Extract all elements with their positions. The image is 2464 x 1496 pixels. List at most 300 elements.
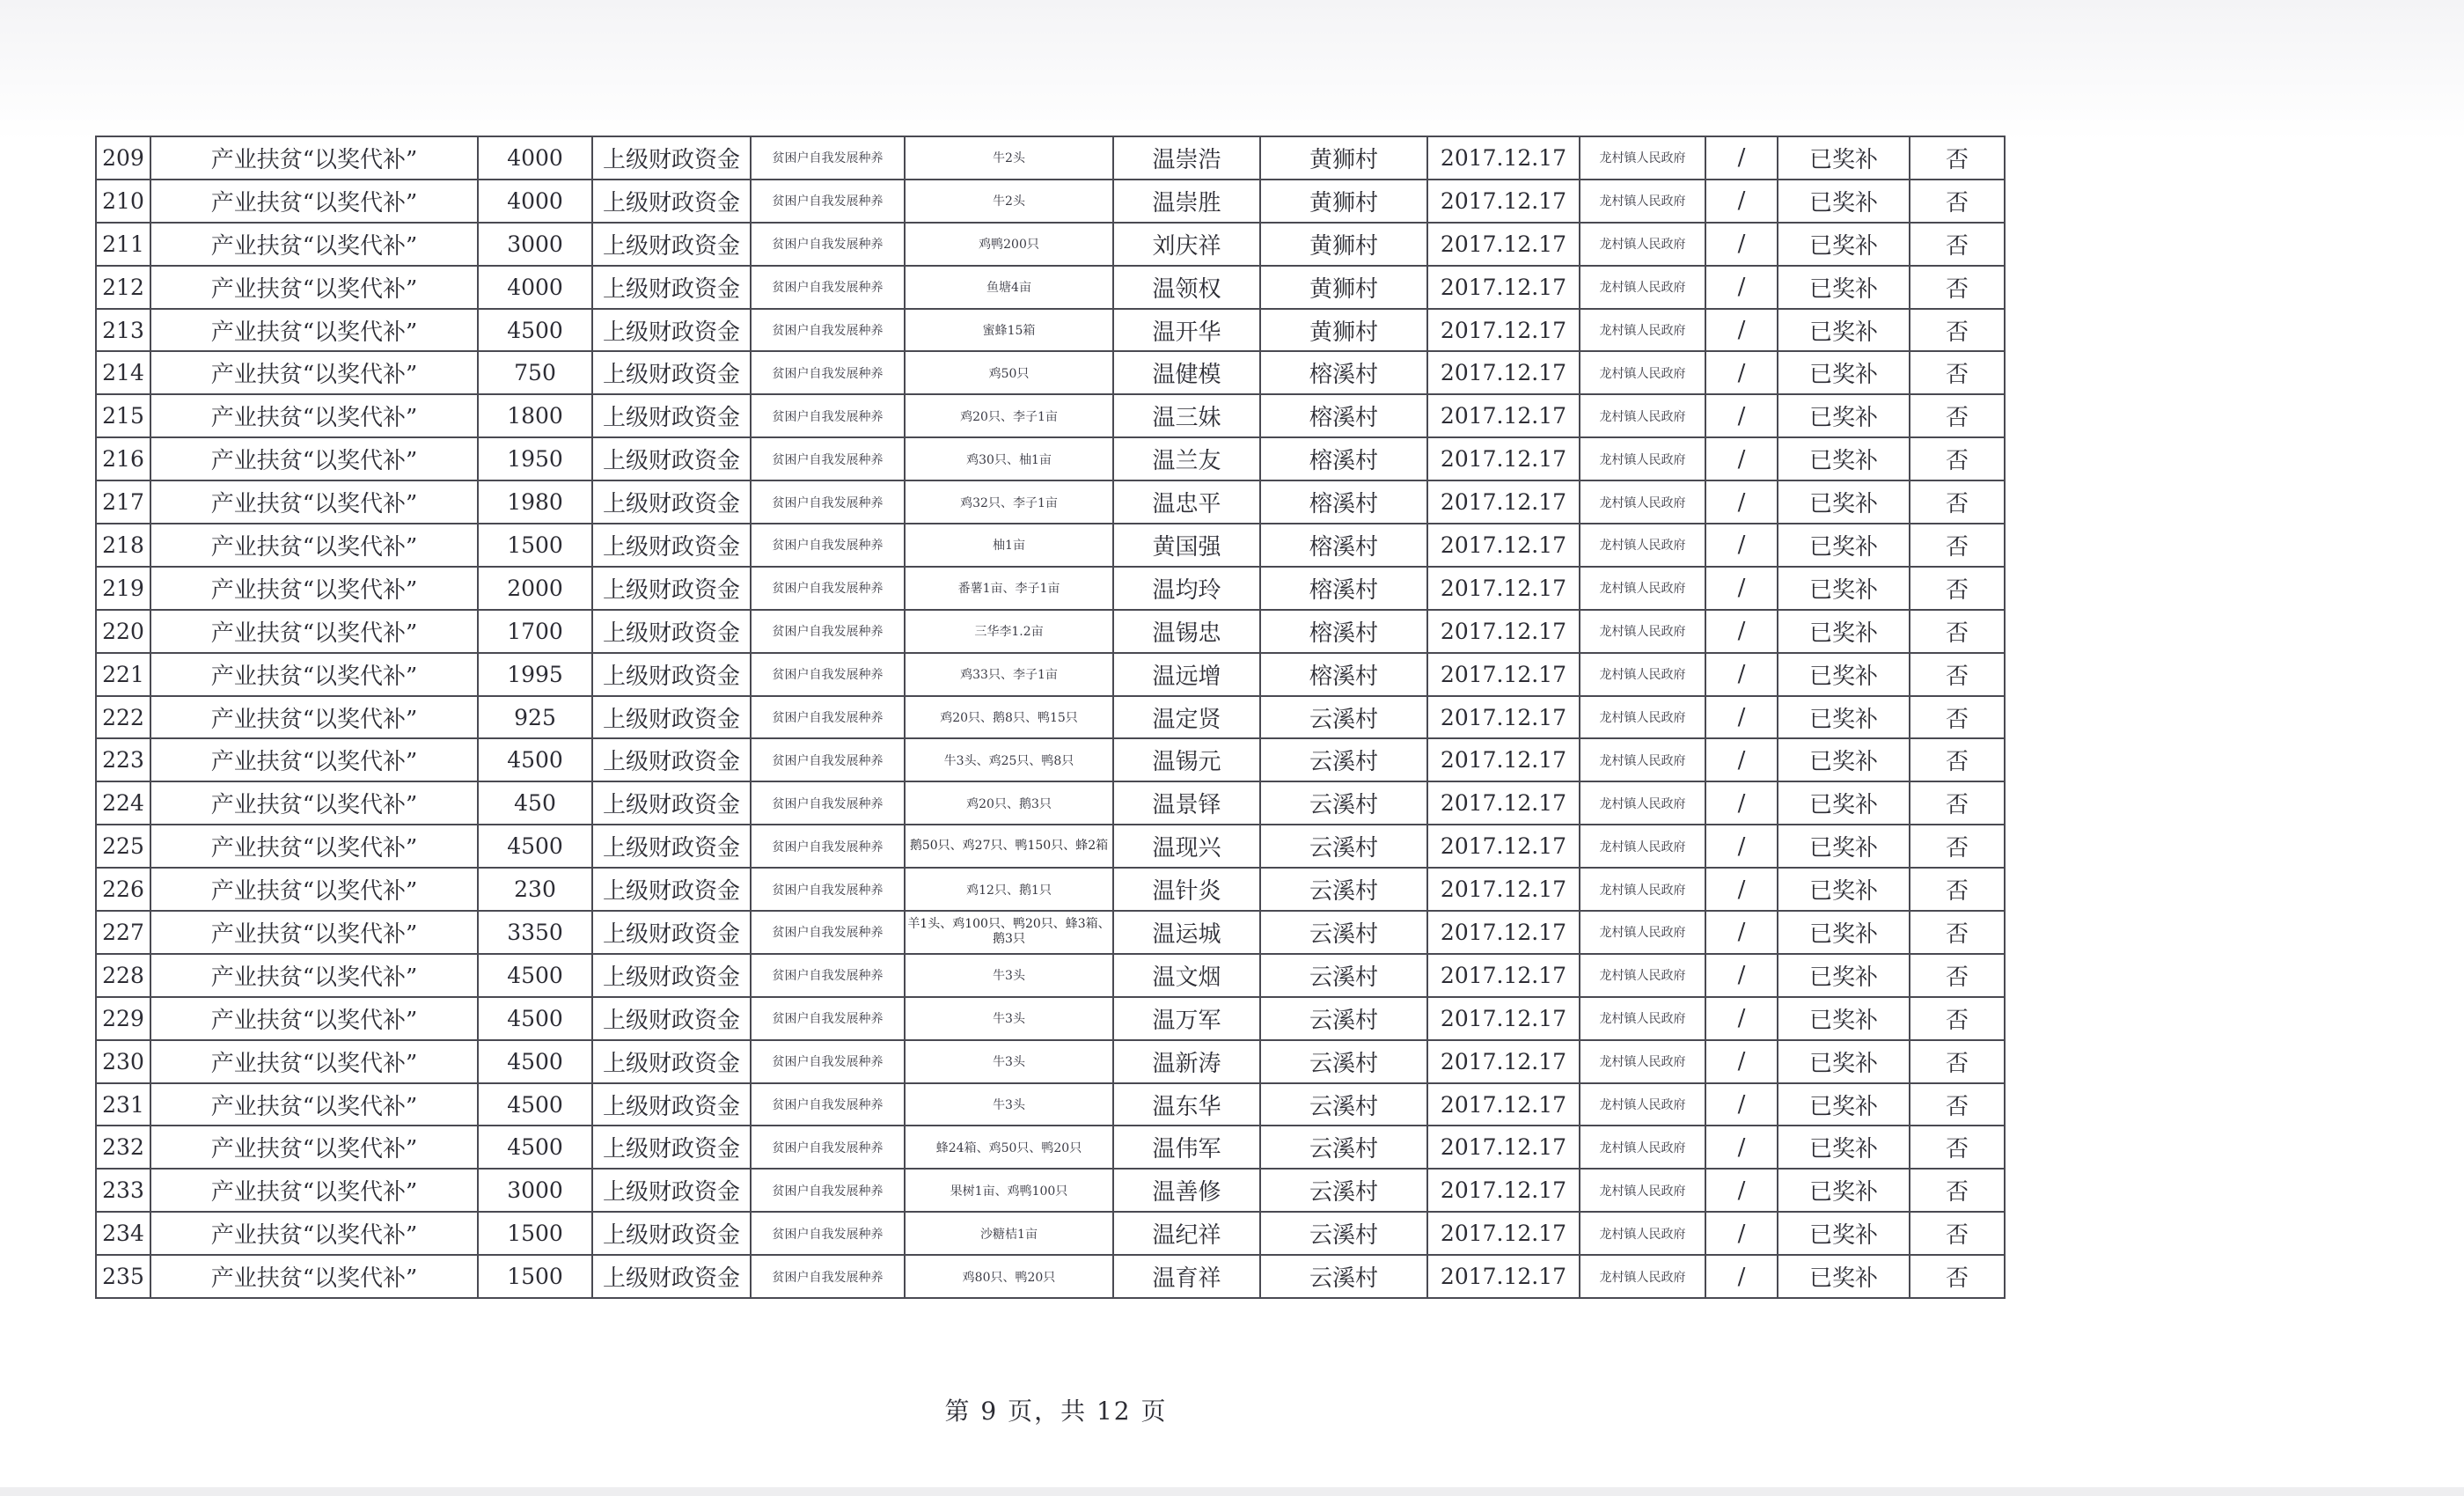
amount-cell: 1980 — [478, 480, 592, 524]
fund-source-cell: 上级财政资金 — [592, 266, 751, 309]
row-number-cell: 210 — [96, 180, 150, 223]
content-cell: 鸡50只 — [905, 351, 1113, 394]
row-number-cell: 224 — [96, 781, 150, 825]
content-cell: 羊1头、鸡100只、鸭20只、蜂3箱、鹅3只 — [905, 911, 1113, 954]
unit-cell: 龙村镇人民政府 — [1580, 610, 1705, 653]
unit-cell: 龙村镇人民政府 — [1580, 437, 1705, 480]
content-cell: 蜂24箱、鸡50只、鸭20只 — [905, 1126, 1113, 1169]
content-cell: 鸡20只、李子1亩 — [905, 394, 1113, 437]
date-cell: 2017.12.17 — [1427, 868, 1580, 911]
content-cell: 三华李1.2亩 — [905, 610, 1113, 653]
row-number-cell: 226 — [96, 868, 150, 911]
category-cell: 贫困户自我发展种养 — [751, 696, 905, 739]
row-number-cell: 230 — [96, 1040, 150, 1083]
slash-cell: / — [1705, 394, 1778, 437]
date-cell: 2017.12.17 — [1427, 309, 1580, 352]
fund-source-cell: 上级财政资金 — [592, 437, 751, 480]
fund-source-cell: 上级财政资金 — [592, 223, 751, 266]
table-row — [96, 911, 2005, 954]
content-cell: 鸡80只、鸭20只 — [905, 1255, 1113, 1298]
fund-source-cell: 上级财政资金 — [592, 911, 751, 954]
status-cell: 已奖补 — [1778, 524, 1910, 567]
village-cell: 云溪村 — [1260, 868, 1427, 911]
content-cell: 牛2头 — [905, 136, 1113, 180]
flag-cell: 否 — [1910, 394, 2005, 437]
row-number-cell: 218 — [96, 524, 150, 567]
content-cell: 牛3头 — [905, 954, 1113, 997]
project-name-cell: 产业扶贫“以奖代补” — [150, 437, 478, 480]
row-number-cell: 229 — [96, 997, 150, 1040]
amount-cell: 1700 — [478, 610, 592, 653]
row-number-cell: 214 — [96, 351, 150, 394]
status-cell: 已奖补 — [1778, 1126, 1910, 1169]
fund-source-cell: 上级财政资金 — [592, 1126, 751, 1169]
row-number-cell: 225 — [96, 825, 150, 868]
project-name-cell: 产业扶贫“以奖代补” — [150, 1169, 478, 1212]
content-cell: 蜜蜂15箱 — [905, 309, 1113, 352]
category-cell: 贫困户自我发展种养 — [751, 653, 905, 696]
slash-cell: / — [1705, 610, 1778, 653]
date-cell: 2017.12.17 — [1427, 266, 1580, 309]
scan-bottom-edge — [0, 1487, 2464, 1496]
flag-cell: 否 — [1910, 781, 2005, 825]
date-cell: 2017.12.17 — [1427, 136, 1580, 180]
content-cell: 番薯1亩、李子1亩 — [905, 567, 1113, 610]
slash-cell: / — [1705, 997, 1778, 1040]
row-number-cell: 215 — [96, 394, 150, 437]
project-name-cell: 产业扶贫“以奖代补” — [150, 653, 478, 696]
project-name-cell: 产业扶贫“以奖代补” — [150, 997, 478, 1040]
content-cell: 果树1亩、鸡鸭100只 — [905, 1169, 1113, 1212]
amount-cell: 1500 — [478, 1212, 592, 1255]
amount-cell: 1800 — [478, 394, 592, 437]
category-cell: 贫困户自我发展种养 — [751, 868, 905, 911]
amount-cell: 4500 — [478, 1040, 592, 1083]
table-row — [96, 1255, 2005, 1298]
status-cell: 已奖补 — [1778, 394, 1910, 437]
project-name-cell: 产业扶贫“以奖代补” — [150, 1126, 478, 1169]
fund-source-cell: 上级财政资金 — [592, 610, 751, 653]
flag-cell: 否 — [1910, 1169, 2005, 1212]
unit-cell: 龙村镇人民政府 — [1580, 1255, 1705, 1298]
fund-source-cell: 上级财政资金 — [592, 825, 751, 868]
slash-cell: / — [1705, 653, 1778, 696]
slash-cell: / — [1705, 1083, 1778, 1126]
fund-source-cell: 上级财政资金 — [592, 1169, 751, 1212]
status-cell: 已奖补 — [1778, 825, 1910, 868]
household-name-cell: 温文烟 — [1113, 954, 1260, 997]
fund-source-cell: 上级财政资金 — [592, 738, 751, 781]
date-cell: 2017.12.17 — [1427, 781, 1580, 825]
row-number-cell: 221 — [96, 653, 150, 696]
category-cell: 贫困户自我发展种养 — [751, 1255, 905, 1298]
household-name-cell: 温健模 — [1113, 351, 1260, 394]
content-cell: 鸡32只、李子1亩 — [905, 480, 1113, 524]
flag-cell: 否 — [1910, 437, 2005, 480]
table-row — [96, 997, 2005, 1040]
village-cell: 云溪村 — [1260, 1040, 1427, 1083]
flag-cell: 否 — [1910, 911, 2005, 954]
date-cell: 2017.12.17 — [1427, 696, 1580, 739]
status-cell: 已奖补 — [1778, 911, 1910, 954]
slash-cell: / — [1705, 437, 1778, 480]
household-name-cell: 温善修 — [1113, 1169, 1260, 1212]
content-cell: 牛3头 — [905, 1083, 1113, 1126]
amount-cell: 450 — [478, 781, 592, 825]
slash-cell: / — [1705, 1040, 1778, 1083]
village-cell: 云溪村 — [1260, 954, 1427, 997]
category-cell: 贫困户自我发展种养 — [751, 266, 905, 309]
household-name-cell: 温崇胜 — [1113, 180, 1260, 223]
household-name-cell: 温现兴 — [1113, 825, 1260, 868]
category-cell: 贫困户自我发展种养 — [751, 437, 905, 480]
flag-cell: 否 — [1910, 266, 2005, 309]
status-cell: 已奖补 — [1778, 1212, 1910, 1255]
fund-source-cell: 上级财政资金 — [592, 1040, 751, 1083]
flag-cell: 否 — [1910, 1212, 2005, 1255]
flag-cell: 否 — [1910, 524, 2005, 567]
status-cell: 已奖补 — [1778, 868, 1910, 911]
flag-cell: 否 — [1910, 567, 2005, 610]
unit-cell: 龙村镇人民政府 — [1580, 136, 1705, 180]
date-cell: 2017.12.17 — [1427, 351, 1580, 394]
amount-cell: 4500 — [478, 954, 592, 997]
flag-cell: 否 — [1910, 136, 2005, 180]
row-number-cell: 233 — [96, 1169, 150, 1212]
category-cell: 贫困户自我发展种养 — [751, 610, 905, 653]
village-cell: 云溪村 — [1260, 738, 1427, 781]
date-cell: 2017.12.17 — [1427, 480, 1580, 524]
village-cell: 榕溪村 — [1260, 524, 1427, 567]
village-cell: 榕溪村 — [1260, 351, 1427, 394]
project-name-cell: 产业扶贫“以奖代补” — [150, 136, 478, 180]
status-cell: 已奖补 — [1778, 1255, 1910, 1298]
amount-cell: 4500 — [478, 309, 592, 352]
category-cell: 贫困户自我发展种养 — [751, 309, 905, 352]
household-name-cell: 温东华 — [1113, 1083, 1260, 1126]
village-cell: 云溪村 — [1260, 1083, 1427, 1126]
table-row — [96, 437, 2005, 480]
row-number-cell: 213 — [96, 309, 150, 352]
slash-cell: / — [1705, 351, 1778, 394]
status-cell: 已奖补 — [1778, 351, 1910, 394]
household-name-cell: 温忠平 — [1113, 480, 1260, 524]
date-cell: 2017.12.17 — [1427, 653, 1580, 696]
date-cell: 2017.12.17 — [1427, 180, 1580, 223]
category-cell: 贫困户自我发展种养 — [751, 738, 905, 781]
project-name-cell: 产业扶贫“以奖代补” — [150, 266, 478, 309]
amount-cell: 4000 — [478, 266, 592, 309]
table-row — [96, 1126, 2005, 1169]
unit-cell: 龙村镇人民政府 — [1580, 567, 1705, 610]
table-row — [96, 180, 2005, 223]
content-cell: 鹅50只、鸡27只、鸭150只、蜂2箱 — [905, 825, 1113, 868]
funding-table-container — [95, 136, 2006, 1299]
row-number-cell: 217 — [96, 480, 150, 524]
table-row — [96, 738, 2005, 781]
table-row — [96, 696, 2005, 739]
household-name-cell: 温开华 — [1113, 309, 1260, 352]
project-name-cell: 产业扶贫“以奖代补” — [150, 480, 478, 524]
village-cell: 云溪村 — [1260, 696, 1427, 739]
row-number-cell: 209 — [96, 136, 150, 180]
slash-cell: / — [1705, 954, 1778, 997]
slash-cell: / — [1705, 524, 1778, 567]
row-number-cell: 220 — [96, 610, 150, 653]
row-number-cell: 232 — [96, 1126, 150, 1169]
table-row — [96, 610, 2005, 653]
village-cell: 榕溪村 — [1260, 567, 1427, 610]
row-number-cell: 211 — [96, 223, 150, 266]
content-cell: 鱼塘4亩 — [905, 266, 1113, 309]
fund-source-cell: 上级财政资金 — [592, 954, 751, 997]
fund-source-cell: 上级财政资金 — [592, 1212, 751, 1255]
content-cell: 牛3头 — [905, 997, 1113, 1040]
amount-cell: 3000 — [478, 1169, 592, 1212]
date-cell: 2017.12.17 — [1427, 825, 1580, 868]
content-cell: 鸡12只、鹅1只 — [905, 868, 1113, 911]
village-cell: 云溪村 — [1260, 1212, 1427, 1255]
unit-cell: 龙村镇人民政府 — [1580, 309, 1705, 352]
flag-cell: 否 — [1910, 610, 2005, 653]
status-cell: 已奖补 — [1778, 223, 1910, 266]
flag-cell: 否 — [1910, 653, 2005, 696]
category-cell: 贫困户自我发展种养 — [751, 1040, 905, 1083]
village-cell: 榕溪村 — [1260, 610, 1427, 653]
date-cell: 2017.12.17 — [1427, 1040, 1580, 1083]
fund-source-cell: 上级财政资金 — [592, 868, 751, 911]
flag-cell: 否 — [1910, 351, 2005, 394]
slash-cell: / — [1705, 136, 1778, 180]
status-cell: 已奖补 — [1778, 266, 1910, 309]
amount-cell: 4500 — [478, 1083, 592, 1126]
category-cell: 贫困户自我发展种养 — [751, 997, 905, 1040]
date-cell: 2017.12.17 — [1427, 394, 1580, 437]
household-name-cell: 刘庆祥 — [1113, 223, 1260, 266]
flag-cell: 否 — [1910, 480, 2005, 524]
project-name-cell: 产业扶贫“以奖代补” — [150, 180, 478, 223]
slash-cell: / — [1705, 1169, 1778, 1212]
slash-cell: / — [1705, 696, 1778, 739]
household-name-cell: 温定贤 — [1113, 696, 1260, 739]
status-cell: 已奖补 — [1778, 610, 1910, 653]
content-cell: 牛3头、鸡25只、鸭8只 — [905, 738, 1113, 781]
row-number-cell: 235 — [96, 1255, 150, 1298]
household-name-cell: 温针炎 — [1113, 868, 1260, 911]
fund-source-cell: 上级财政资金 — [592, 136, 751, 180]
category-cell: 贫困户自我发展种养 — [751, 1169, 905, 1212]
category-cell: 贫困户自我发展种养 — [751, 223, 905, 266]
unit-cell: 龙村镇人民政府 — [1580, 180, 1705, 223]
household-name-cell: 温纪祥 — [1113, 1212, 1260, 1255]
unit-cell: 龙村镇人民政府 — [1580, 351, 1705, 394]
household-name-cell: 温锡忠 — [1113, 610, 1260, 653]
category-cell: 贫困户自我发展种养 — [751, 911, 905, 954]
amount-cell: 4500 — [478, 738, 592, 781]
category-cell: 贫困户自我发展种养 — [751, 394, 905, 437]
fund-source-cell: 上级财政资金 — [592, 653, 751, 696]
unit-cell: 龙村镇人民政府 — [1580, 1169, 1705, 1212]
unit-cell: 龙村镇人民政府 — [1580, 825, 1705, 868]
village-cell: 黄狮村 — [1260, 309, 1427, 352]
status-cell: 已奖补 — [1778, 997, 1910, 1040]
date-cell: 2017.12.17 — [1427, 1126, 1580, 1169]
table-row — [96, 868, 2005, 911]
slash-cell: / — [1705, 911, 1778, 954]
content-cell: 牛3头 — [905, 1040, 1113, 1083]
project-name-cell: 产业扶贫“以奖代补” — [150, 1083, 478, 1126]
unit-cell: 龙村镇人民政府 — [1580, 524, 1705, 567]
unit-cell: 龙村镇人民政府 — [1580, 1126, 1705, 1169]
page-number: 第 9 页，共 12 页 — [944, 1397, 1168, 1426]
flag-cell: 否 — [1910, 825, 2005, 868]
category-cell: 贫困户自我发展种养 — [751, 825, 905, 868]
category-cell: 贫困户自我发展种养 — [751, 480, 905, 524]
fund-source-cell: 上级财政资金 — [592, 1083, 751, 1126]
amount-cell: 2000 — [478, 567, 592, 610]
fund-source-cell: 上级财政资金 — [592, 351, 751, 394]
fund-source-cell: 上级财政资金 — [592, 524, 751, 567]
household-name-cell: 温三妹 — [1113, 394, 1260, 437]
flag-cell: 否 — [1910, 180, 2005, 223]
project-name-cell: 产业扶贫“以奖代补” — [150, 696, 478, 739]
fund-source-cell: 上级财政资金 — [592, 394, 751, 437]
table-row — [96, 524, 2005, 567]
unit-cell: 龙村镇人民政府 — [1580, 997, 1705, 1040]
row-number-cell: 216 — [96, 437, 150, 480]
village-cell: 黄狮村 — [1260, 180, 1427, 223]
date-cell: 2017.12.17 — [1427, 738, 1580, 781]
date-cell: 2017.12.17 — [1427, 524, 1580, 567]
table-row — [96, 1169, 2005, 1212]
flag-cell: 否 — [1910, 738, 2005, 781]
flag-cell: 否 — [1910, 868, 2005, 911]
content-cell: 鸡30只、柚1亩 — [905, 437, 1113, 480]
project-name-cell: 产业扶贫“以奖代补” — [150, 781, 478, 825]
project-name-cell: 产业扶贫“以奖代补” — [150, 567, 478, 610]
row-number-cell: 212 — [96, 266, 150, 309]
content-cell: 牛2头 — [905, 180, 1113, 223]
unit-cell: 龙村镇人民政府 — [1580, 1083, 1705, 1126]
date-cell: 2017.12.17 — [1427, 911, 1580, 954]
household-name-cell: 温新涛 — [1113, 1040, 1260, 1083]
amount-cell: 3350 — [478, 911, 592, 954]
unit-cell: 龙村镇人民政府 — [1580, 696, 1705, 739]
category-cell: 贫困户自我发展种养 — [751, 567, 905, 610]
unit-cell: 龙村镇人民政府 — [1580, 266, 1705, 309]
project-name-cell: 产业扶贫“以奖代补” — [150, 868, 478, 911]
row-number-cell: 223 — [96, 738, 150, 781]
status-cell: 已奖补 — [1778, 180, 1910, 223]
amount-cell: 4500 — [478, 997, 592, 1040]
village-cell: 云溪村 — [1260, 1255, 1427, 1298]
table-row — [96, 567, 2005, 610]
household-name-cell: 温育祥 — [1113, 1255, 1260, 1298]
status-cell: 已奖补 — [1778, 136, 1910, 180]
project-name-cell: 产业扶贫“以奖代补” — [150, 223, 478, 266]
unit-cell: 龙村镇人民政府 — [1580, 1212, 1705, 1255]
category-cell: 贫困户自我发展种养 — [751, 180, 905, 223]
household-name-cell: 温景铎 — [1113, 781, 1260, 825]
flag-cell: 否 — [1910, 1040, 2005, 1083]
fund-source-cell: 上级财政资金 — [592, 1255, 751, 1298]
row-number-cell: 222 — [96, 696, 150, 739]
amount-cell: 1500 — [478, 524, 592, 567]
household-name-cell: 温万军 — [1113, 997, 1260, 1040]
unit-cell: 龙村镇人民政府 — [1580, 480, 1705, 524]
unit-cell: 龙村镇人民政府 — [1580, 954, 1705, 997]
row-number-cell: 219 — [96, 567, 150, 610]
amount-cell: 4500 — [478, 1126, 592, 1169]
slash-cell: / — [1705, 738, 1778, 781]
fund-source-cell: 上级财政资金 — [592, 781, 751, 825]
village-cell: 云溪村 — [1260, 1169, 1427, 1212]
amount-cell: 1950 — [478, 437, 592, 480]
village-cell: 黄狮村 — [1260, 223, 1427, 266]
project-name-cell: 产业扶贫“以奖代补” — [150, 1255, 478, 1298]
village-cell: 云溪村 — [1260, 1126, 1427, 1169]
project-name-cell: 产业扶贫“以奖代补” — [150, 738, 478, 781]
project-name-cell: 产业扶贫“以奖代补” — [150, 309, 478, 352]
project-name-cell: 产业扶贫“以奖代补” — [150, 1040, 478, 1083]
amount-cell: 925 — [478, 696, 592, 739]
slash-cell: / — [1705, 309, 1778, 352]
content-cell: 鸡20只、鹅8只、鸭15只 — [905, 696, 1113, 739]
slash-cell: / — [1705, 1126, 1778, 1169]
table-row — [96, 136, 2005, 180]
project-name-cell: 产业扶贫“以奖代补” — [150, 351, 478, 394]
content-cell: 鸡鸭200只 — [905, 223, 1113, 266]
unit-cell: 龙村镇人民政府 — [1580, 653, 1705, 696]
category-cell: 贫困户自我发展种养 — [751, 1126, 905, 1169]
household-name-cell: 温运城 — [1113, 911, 1260, 954]
fund-source-cell: 上级财政资金 — [592, 480, 751, 524]
amount-cell: 750 — [478, 351, 592, 394]
project-name-cell: 产业扶贫“以奖代补” — [150, 394, 478, 437]
household-name-cell: 黄国强 — [1113, 524, 1260, 567]
fund-source-cell: 上级财政资金 — [592, 180, 751, 223]
status-cell: 已奖补 — [1778, 696, 1910, 739]
status-cell: 已奖补 — [1778, 653, 1910, 696]
unit-cell: 龙村镇人民政府 — [1580, 738, 1705, 781]
household-name-cell: 温均玲 — [1113, 567, 1260, 610]
status-cell: 已奖补 — [1778, 1040, 1910, 1083]
slash-cell: / — [1705, 1255, 1778, 1298]
table-row — [96, 1083, 2005, 1126]
date-cell: 2017.12.17 — [1427, 437, 1580, 480]
household-name-cell: 温领权 — [1113, 266, 1260, 309]
unit-cell: 龙村镇人民政府 — [1580, 223, 1705, 266]
flag-cell: 否 — [1910, 1083, 2005, 1126]
content-cell: 鸡20只、鹅3只 — [905, 781, 1113, 825]
slash-cell: / — [1705, 781, 1778, 825]
table-row — [96, 954, 2005, 997]
slash-cell: / — [1705, 1212, 1778, 1255]
fund-source-cell: 上级财政资金 — [592, 567, 751, 610]
village-cell: 榕溪村 — [1260, 437, 1427, 480]
unit-cell: 龙村镇人民政府 — [1580, 1040, 1705, 1083]
row-number-cell: 231 — [96, 1083, 150, 1126]
village-cell: 黄狮村 — [1260, 136, 1427, 180]
project-name-cell: 产业扶贫“以奖代补” — [150, 524, 478, 567]
amount-cell: 230 — [478, 868, 592, 911]
flag-cell: 否 — [1910, 309, 2005, 352]
date-cell: 2017.12.17 — [1427, 1255, 1580, 1298]
table-row — [96, 223, 2005, 266]
status-cell: 已奖补 — [1778, 738, 1910, 781]
status-cell: 已奖补 — [1778, 309, 1910, 352]
table-row — [96, 653, 2005, 696]
